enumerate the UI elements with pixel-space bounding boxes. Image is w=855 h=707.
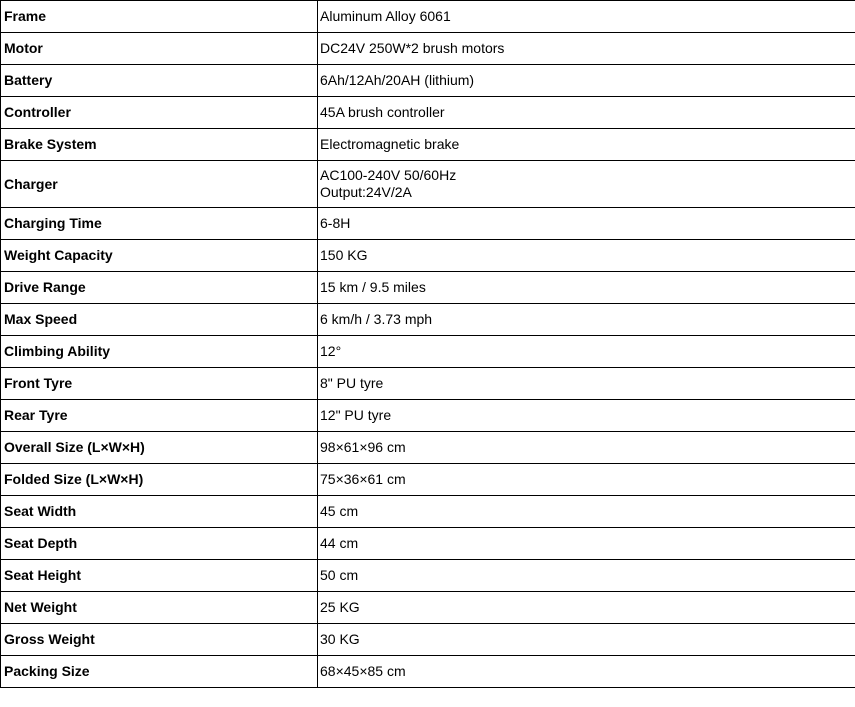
spec-value: 12" PU tyre — [318, 400, 855, 432]
spec-value: 44 cm — [318, 528, 855, 560]
spec-label: Overall Size (L×W×H) — [1, 432, 318, 464]
spec-value: 6Ah/12Ah/20AH (lithium) — [318, 65, 855, 97]
spec-value: 150 KG — [318, 240, 855, 272]
spec-value: 25 KG — [318, 592, 855, 624]
table-row — [1, 496, 855, 528]
table-row — [1, 400, 855, 432]
table-row — [1, 656, 855, 688]
spec-label: Net Weight — [1, 592, 318, 624]
table-row — [1, 33, 855, 65]
spec-value: 75×36×61 cm — [318, 464, 855, 496]
spec-label: Rear Tyre — [1, 400, 318, 432]
table-row — [1, 336, 855, 368]
spec-label: Folded Size (L×W×H) — [1, 464, 318, 496]
spec-value: 15 km / 9.5 miles — [318, 272, 855, 304]
spec-label: Seat Width — [1, 496, 318, 528]
spec-value: 12° — [318, 336, 855, 368]
spec-value: 6 km/h / 3.73 mph — [318, 304, 855, 336]
spec-value: 45 cm — [318, 496, 855, 528]
table-row — [1, 1, 855, 33]
spec-value: 68×45×85 cm — [318, 656, 855, 688]
table-row — [1, 129, 855, 161]
table-row — [1, 624, 855, 656]
spec-label: Max Speed — [1, 304, 318, 336]
spec-value: DC24V 250W*2 brush motors — [318, 33, 855, 65]
spec-label: Front Tyre — [1, 368, 318, 400]
spec-value-line: Output:24V/2A — [320, 184, 412, 200]
table-row — [1, 560, 855, 592]
spec-label: Controller — [1, 97, 318, 129]
table-row — [1, 161, 855, 208]
spec-value: 98×61×96 cm — [318, 432, 855, 464]
spec-label: Climbing Ability — [1, 336, 318, 368]
table-row — [1, 304, 855, 336]
spec-label: Drive Range — [1, 272, 318, 304]
spec-value: 6-8H — [318, 208, 855, 240]
table-row — [1, 432, 855, 464]
spec-value: Aluminum Alloy 6061 — [318, 1, 855, 33]
table-row — [1, 368, 855, 400]
spec-value: 50 cm — [318, 560, 855, 592]
spec-label: Brake System — [1, 129, 318, 161]
spec-label: Charging Time — [1, 208, 318, 240]
table-row — [1, 97, 855, 129]
spec-label: Battery — [1, 65, 318, 97]
spec-label: Packing Size — [1, 656, 318, 688]
table-row — [1, 272, 855, 304]
spec-value: 45A brush controller — [318, 97, 855, 129]
spec-label: Motor — [1, 33, 318, 65]
table-row — [1, 65, 855, 97]
spec-value: Electromagnetic brake — [318, 129, 855, 161]
table-row — [1, 528, 855, 560]
table-row — [1, 240, 855, 272]
spec-label: Seat Depth — [1, 528, 318, 560]
spec-value — [318, 161, 855, 208]
spec-label: Charger — [1, 161, 318, 208]
spec-value: 30 KG — [318, 624, 855, 656]
table-row — [1, 208, 855, 240]
spec-value: 8" PU tyre — [318, 368, 855, 400]
table-row — [1, 592, 855, 624]
spec-label: Frame — [1, 1, 318, 33]
spec-label: Weight Capacity — [1, 240, 318, 272]
spec-value-line: AC100-240V 50/60Hz — [320, 167, 457, 183]
spec-label: Seat Height — [1, 560, 318, 592]
table-row — [1, 464, 855, 496]
spec-label: Gross Weight — [1, 624, 318, 656]
